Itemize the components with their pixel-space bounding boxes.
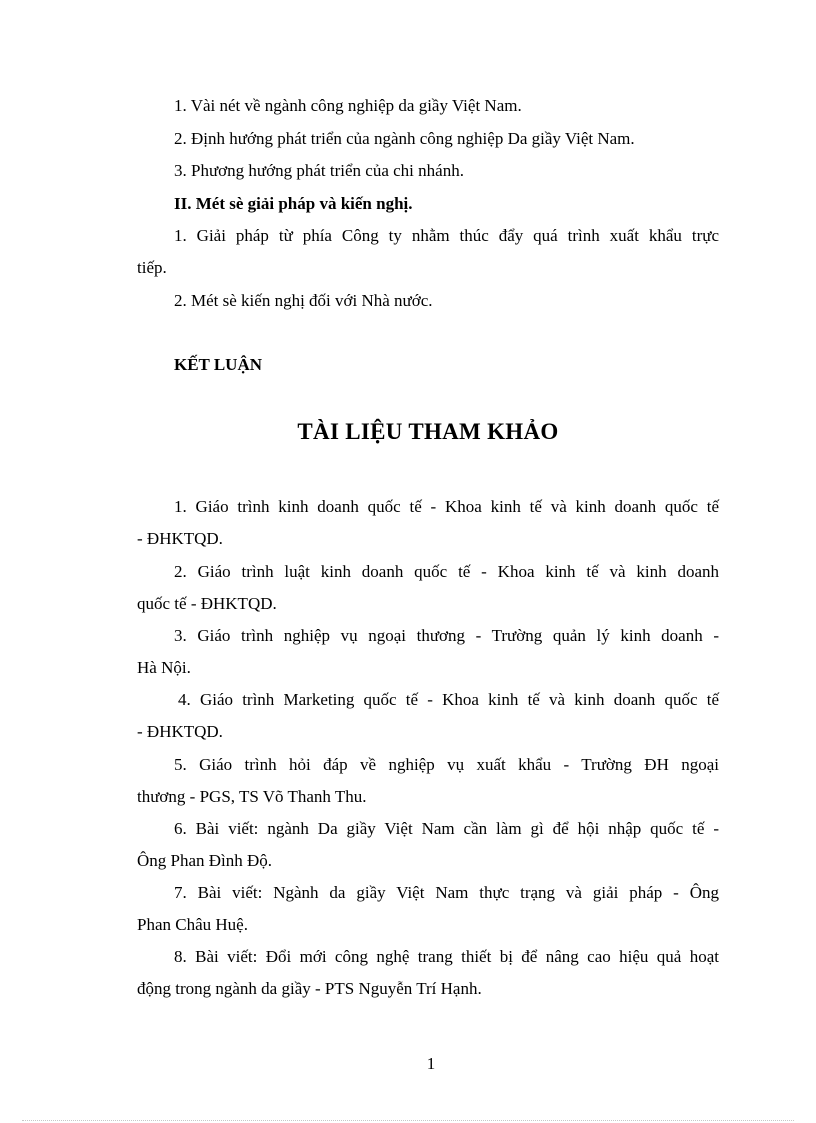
reference-1-line-1: 1. Giáo trình kinh doanh quốc tế - Khoa kinh tế và kinh doanh quốc tế [174,497,719,516]
outline-item-1: 1. Vài nét về ngành công nghiệp da giầy Việt Nam. [174,96,522,115]
outline-item-2: 2. Định hướng phát triển của ngành công nghiệp Da giầy Việt Nam. [174,129,635,148]
reference-6-line-1: 6. Bài viết: ngành Da giầy Việt Nam cần làm gì để hội nhập quốc tế - [174,819,719,838]
page-number: 1 [426,1054,436,1073]
reference-4-line-1: 4. Giáo trình Marketing quốc tế - Khoa kinh tế và kinh doanh quốc tế [178,690,719,709]
section-heading-2: II. Mét sè giải pháp và kiến nghị. [174,194,413,213]
reference-2-line-1: 2. Giáo trình luật kinh doanh quốc tế - Khoa kinh tế và kinh doanh [174,562,719,581]
reference-5-line-2: thương - PGS, TS Võ Thanh Thu. [137,787,367,806]
page-bottom-divider [22,1120,794,1121]
outline-sub-2: 2. Mét sè kiến nghị đối với Nhà nước. [174,291,433,310]
reference-8-line-2: động trong ngành da giầy - PTS Nguyễn Trí Hạnh. [137,979,482,998]
reference-3-line-2: Hà Nội. [137,658,191,677]
reference-1-line-2: - ĐHKTQD. [137,529,223,548]
reference-7-line-2: Phan Châu Huệ. [137,915,248,934]
reference-2-line-2: quốc tế - ĐHKTQD. [137,594,277,613]
outline-item-3: 3. Phương hướng phát triển của chi nhánh. [174,161,464,180]
outline-sub-1-line-2: tiếp. [137,258,167,277]
conclusion-heading: KẾT LUẬN [174,355,263,374]
outline-sub-1-line-1: 1. Giải pháp từ phía Công ty nhằm thúc đẩy quá trình xuất khẩu trực [174,226,719,245]
reference-5-line-1: 5. Giáo trình hỏi đáp về nghiệp vụ xuất khẩu - Trường ĐH ngoại [174,755,719,774]
reference-3-line-1: 3. Giáo trình nghiệp vụ ngoại thương - Trường quản lý kinh doanh - [174,626,719,645]
reference-7-line-1: 7. Bài viết: Ngành da giầy Việt Nam thực trạng và giải pháp - Ông [174,883,719,902]
reference-6-line-2: Ông Phan Đình Độ. [137,851,273,870]
reference-4-line-2: - ĐHKTQD. [137,722,223,741]
references-heading: TÀI LIỆU THAM KHẢO [297,419,559,444]
reference-8-line-1: 8. Bài viết: Đổi mới công nghệ trang thiết bị để nâng cao hiệu quả hoạt [174,947,719,966]
